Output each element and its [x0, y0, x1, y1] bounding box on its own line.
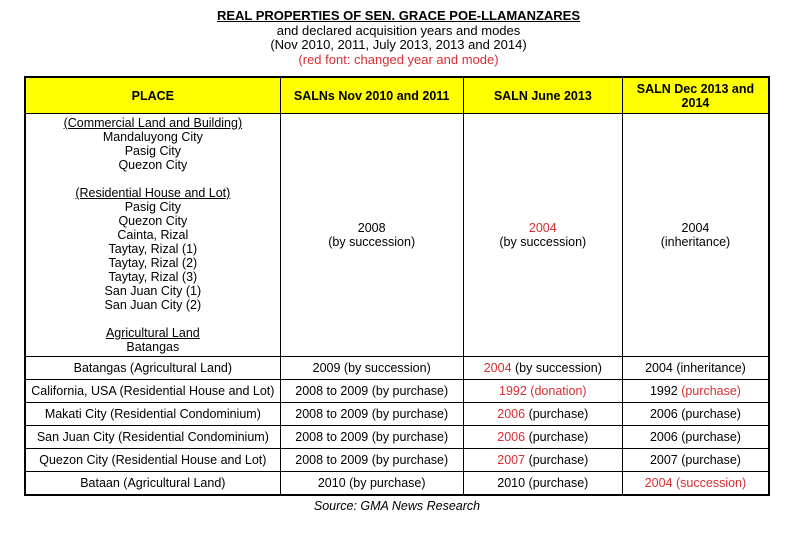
value-cell [463, 449, 622, 472]
value-text: 1992 [649, 384, 682, 398]
column-header-place: PLACE [25, 77, 280, 114]
changed-value-text: 2006 [497, 407, 526, 421]
changed-value-text: 1992 (donation) [499, 384, 587, 398]
value-cell [622, 380, 769, 403]
title-block [0, 0, 797, 67]
place-cell: Batangas (Agricultural Land) [25, 357, 280, 380]
place-cell: California, USA (Residential House and Lot) [25, 380, 280, 403]
value-line [627, 221, 764, 235]
value-cell [622, 449, 769, 472]
property-item: Quezon City [118, 214, 188, 228]
value-text: 2008 to 2009 (by purchase) [295, 453, 449, 467]
value-text: 2008 to 2009 (by purchase) [295, 430, 449, 444]
value-line [468, 235, 618, 249]
properties-table [24, 76, 770, 496]
value-text: 2008 to 2009 (by purchase) [295, 384, 449, 398]
property-group [30, 186, 276, 312]
property-item: Batangas [126, 340, 180, 354]
value-text: (purchase) [525, 407, 589, 421]
value-text: 2004 (inheritance) [645, 361, 746, 375]
property-item: Quezon City [118, 158, 188, 172]
value-text: (by succession) [328, 235, 416, 249]
table-row [25, 426, 769, 449]
value-text: 2006 (purchase) [649, 430, 741, 444]
property-item: Cainta, Rizal [117, 228, 189, 242]
value-cell [622, 426, 769, 449]
changed-value-text: 2007 [497, 453, 526, 467]
table-row [25, 449, 769, 472]
changed-value-text: 2004 [483, 361, 512, 375]
property-group-heading: (Commercial Land and Building) [63, 116, 243, 130]
table-row [25, 380, 769, 403]
value-cell [280, 449, 463, 472]
value-cell [280, 403, 463, 426]
value-cell [280, 357, 463, 380]
page-title: REAL PROPERTIES OF SEN. GRACE POE-LLAMANZARES [216, 8, 581, 23]
property-group-heading: Agricultural Land [105, 326, 200, 340]
summary-value-cell [622, 114, 769, 357]
column-header-saln-dec-2013-2014: SALN Dec 2013 and 2014 [622, 77, 769, 114]
summary-value-cell [280, 114, 463, 357]
changed-value-text: 2004 (succession) [644, 476, 747, 490]
value-cell [622, 472, 769, 496]
summary-place-cell [25, 114, 280, 357]
value-text: 2004 [681, 221, 710, 235]
value-text: 2010 (purchase) [497, 476, 589, 490]
column-header-saln-2010-2011: SALNs Nov 2010 and 2011 [280, 77, 463, 114]
table-header-row [25, 77, 769, 114]
value-cell [463, 472, 622, 496]
value-text: (by succession) [499, 235, 587, 249]
value-cell [280, 426, 463, 449]
value-line [468, 221, 618, 235]
value-text: (inheritance) [660, 235, 731, 249]
value-text: (purchase) [525, 430, 589, 444]
value-cell [622, 403, 769, 426]
property-item: San Juan City (1) [104, 284, 202, 298]
value-line [285, 221, 459, 235]
property-item: Taytay, Rizal (2) [108, 256, 198, 270]
value-text: (by succession) [511, 361, 602, 375]
value-cell [463, 426, 622, 449]
property-group-heading: (Residential House and Lot) [75, 186, 231, 200]
summary-value-cell [463, 114, 622, 357]
value-line [285, 235, 459, 249]
value-cell [280, 472, 463, 496]
table-row [25, 472, 769, 496]
changed-value-text: (purchase) [681, 384, 741, 398]
property-item: Pasig City [124, 200, 181, 214]
value-text: 2010 (by purchase) [317, 476, 426, 490]
red-legend-note: (red font: changed year and mode) [298, 51, 499, 67]
value-cell [463, 403, 622, 426]
property-group [30, 116, 276, 172]
value-text: 2006 (purchase) [649, 407, 741, 421]
place-cell: San Juan City (Residential Condominium) [25, 426, 280, 449]
changed-value-text: 2006 [497, 430, 526, 444]
table-row [25, 403, 769, 426]
property-item: Taytay, Rizal (1) [108, 242, 198, 256]
changed-value-text: 2004 [528, 221, 557, 235]
years-note: (Nov 2010, 2011, July 2013, 2013 and 2014) [270, 37, 527, 52]
value-text: 2008 [357, 221, 386, 235]
value-cell [622, 357, 769, 380]
property-item: Mandaluyong City [102, 130, 203, 144]
value-text: (purchase) [525, 453, 589, 467]
value-cell [280, 380, 463, 403]
place-cell: Quezon City (Residential House and Lot) [25, 449, 280, 472]
value-text: 2008 to 2009 (by purchase) [295, 407, 449, 421]
property-item: Taytay, Rizal (3) [108, 270, 198, 284]
place-cell: Bataan (Agricultural Land) [25, 472, 280, 496]
table-row [25, 357, 769, 380]
property-item: San Juan City (2) [104, 298, 202, 312]
property-item: Pasig City [124, 144, 181, 158]
value-cell [463, 380, 622, 403]
property-group [30, 326, 276, 354]
value-cell [463, 357, 622, 380]
value-line [627, 235, 764, 249]
summary-row [25, 114, 769, 357]
column-header-saln-june-2013: SALN June 2013 [463, 77, 622, 114]
place-cell: Makati City (Residential Condominium) [25, 403, 280, 426]
value-text: 2009 (by succession) [312, 361, 431, 375]
value-text: 2007 (purchase) [649, 453, 741, 467]
table-body [25, 114, 769, 496]
subtitle: and declared acquisition years and modes [276, 22, 521, 38]
source-credit: Source: GMA News Research [313, 499, 481, 513]
